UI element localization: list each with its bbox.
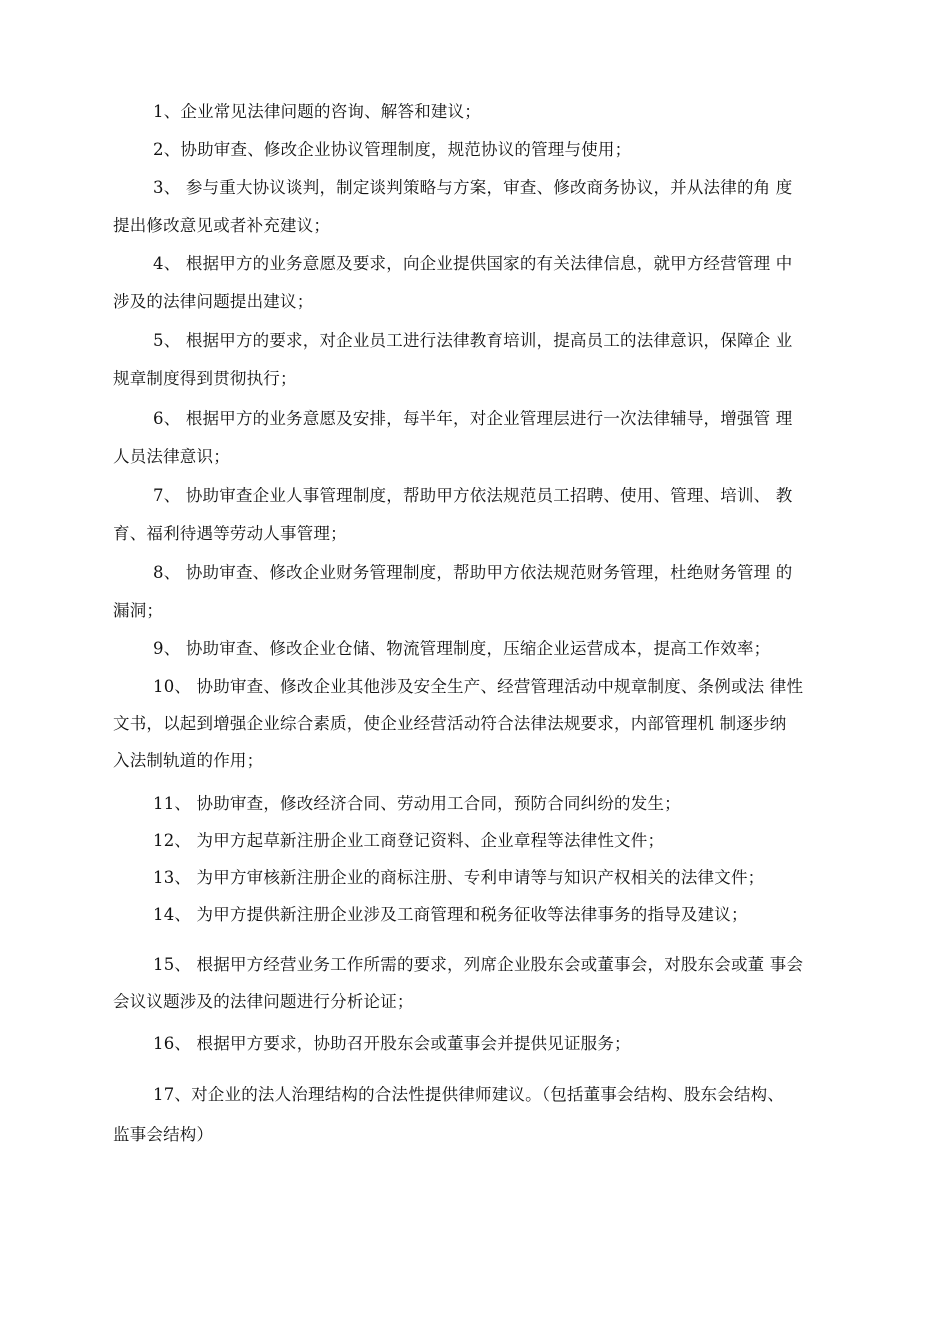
item-12-line-1: 12、 为甲方起草新注册企业工商登记资料、企业章程等法律性文件； — [153, 831, 665, 850]
item-2-line-1: 2、协助审查、修改企业协议管理制度，规范协议的管理与使用； — [153, 140, 632, 159]
item-10-line-1: 10、 协助审查、修改企业其他涉及安全生产、经营管理活动中规章制度、条例或法 律性 — [153, 677, 804, 696]
item-10-line-3: 入法制轨道的作用； — [113, 751, 264, 770]
item-16-line-1: 16、 根据甲方要求，协助召开股东会或董事会并提供见证服务； — [153, 1034, 631, 1053]
item-10-line-2: 文书，以起到增强企业综合素质，使企业经营活动符合法律法规要求，内部管理机 制逐步纳 — [113, 714, 787, 733]
item-17-line-1: 17、对企业的法人治理结构的合法性提供律师建议。（包括董事会结构、股东会结构、 — [153, 1085, 785, 1104]
item-8-line-2: 漏洞； — [113, 601, 164, 620]
item-3-line-2: 提出修改意见或者补充建议； — [113, 216, 331, 235]
item-6-line-2: 人员法律意识； — [113, 447, 230, 466]
item-6-line-1: 6、 根据甲方的业务意愿及安排，每半年，对企业管理层进行一次法律辅导，增强管 理 — [153, 409, 793, 428]
item-14-line-1: 14、 为甲方提供新注册企业涉及工商管理和税务征收等法律事务的指导及建议； — [153, 905, 748, 924]
item-15-line-2: 会议议题涉及的法律问题进行分析论证； — [113, 992, 414, 1011]
item-5-line-1: 5、 根据甲方的要求，对企业员工进行法律教育培训，提高员工的法律意识，保障企 业 — [153, 331, 793, 350]
item-15-line-1: 15、 根据甲方经营业务工作所需的要求，列席企业股东会或董事会，对股东会或董 事会 — [153, 955, 804, 974]
item-4-line-1: 4、 根据甲方的业务意愿及要求，向企业提供国家的有关法律信息，就甲方经营管理 中 — [153, 254, 793, 273]
item-1-line-1: 1、企业常见法律问题的咨询、解答和建议； — [153, 102, 481, 121]
item-4-line-2: 涉及的法律问题提出建议； — [113, 292, 314, 311]
item-8-line-1: 8、 协助审查、修改企业财务管理制度，帮助甲方依法规范财务管理，杜绝财务管理 的 — [153, 563, 793, 582]
item-9-line-1: 9、 协助审查、修改企业仓储、物流管理制度，压缩企业运营成本，提高工作效率； — [153, 639, 771, 658]
item-13-line-1: 13、 为甲方审核新注册企业的商标注册、专利申请等与知识产权相关的法律文件； — [153, 868, 765, 887]
item-7-line-2: 育、福利待遇等劳动人事管理； — [113, 524, 347, 543]
item-17-line-2: 监事会结构） — [113, 1125, 214, 1144]
item-7-line-1: 7、 协助审查企业人事管理制度，帮助甲方依法规范员工招聘、使用、管理、培训、 教 — [153, 486, 793, 505]
item-3-line-1: 3、 参与重大协议谈判，制定谈判策略与方案，审查、修改商务协议，并从法律的角 度 — [153, 178, 793, 197]
item-5-line-2: 规章制度得到贯彻执行； — [113, 369, 297, 388]
item-11-line-1: 11、 协助审查，修改经济合同、劳动用工合同，预防合同纠纷的发生； — [153, 794, 681, 813]
